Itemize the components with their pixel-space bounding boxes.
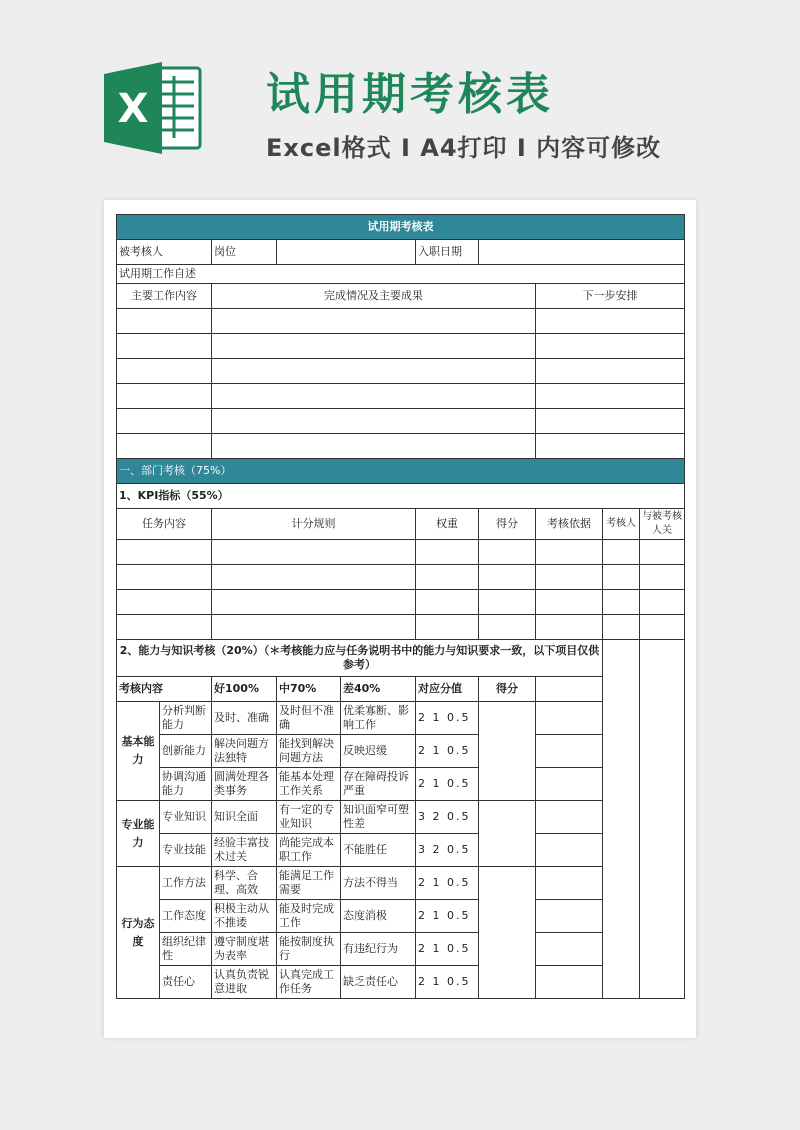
ability-blank-cell — [536, 801, 603, 834]
ability-blank-cell — [536, 966, 603, 999]
kpi-cell[interactable] — [640, 615, 685, 640]
ability-good: 遵守制度堪为表率 — [212, 933, 277, 966]
ability-blank-cell — [536, 933, 603, 966]
self-review-header-next: 下一步安排 — [536, 284, 685, 309]
group-behavior: 行为态度 — [117, 867, 160, 999]
kpi-title: 1、KPI指标（55%） — [117, 484, 685, 509]
kpi-cell[interactable] — [536, 590, 603, 615]
ability-blank-cell — [536, 834, 603, 867]
hire-date-label: 入职日期 — [416, 240, 479, 265]
page-subtitle: Excel格式 I A4打印 I 内容可修改 — [266, 134, 662, 162]
excel-logo-icon — [104, 62, 204, 154]
kpi-cell[interactable] — [416, 540, 479, 565]
ability-good: 积极主动从不推诿 — [212, 900, 277, 933]
ability-blank-cell — [536, 735, 603, 768]
kpi-cell[interactable] — [212, 540, 416, 565]
ability-relation-cell[interactable] — [640, 640, 685, 999]
ability-header-good: 好100% — [212, 677, 277, 702]
ability-mid: 能按制度执行 — [277, 933, 341, 966]
ability-value: 3 2 0.5 — [416, 801, 479, 834]
kpi-header-weight: 权重 — [416, 509, 479, 540]
self-review-cell[interactable] — [212, 334, 536, 359]
ability-value: 2 1 0.5 — [416, 867, 479, 900]
ability-header-value: 对应分值 — [416, 677, 479, 702]
kpi-header-assessor: 考核人 — [603, 509, 640, 540]
kpi-cell[interactable] — [479, 540, 536, 565]
kpi-cell[interactable] — [416, 565, 479, 590]
ability-mid: 能基本处理工作关系 — [277, 768, 341, 801]
self-review-cell[interactable] — [117, 309, 212, 334]
form-title: 试用期考核表 — [117, 215, 685, 240]
ability-bad: 存在障碍投诉严重 — [341, 768, 416, 801]
ability-bad: 反映迟缓 — [341, 735, 416, 768]
ability-header-mid: 中70% — [277, 677, 341, 702]
kpi-cell[interactable] — [117, 540, 212, 565]
ability-blank-cell — [536, 867, 603, 900]
kpi-header-task: 任务内容 — [117, 509, 212, 540]
ability-value: 2 1 0.5 — [416, 702, 479, 735]
ability-item: 责任心 — [160, 966, 212, 999]
ability-bad: 知识面窄可塑性差 — [341, 801, 416, 834]
kpi-cell[interactable] — [117, 565, 212, 590]
kpi-header-rule: 计分规则 — [212, 509, 416, 540]
self-review-cell[interactable] — [536, 359, 685, 384]
kpi-cell[interactable] — [212, 565, 416, 590]
kpi-cell[interactable] — [117, 615, 212, 640]
ability-mid: 能满足工作需要 — [277, 867, 341, 900]
self-review-cell[interactable] — [212, 384, 536, 409]
ability-score-cell[interactable] — [479, 702, 536, 801]
ability-item: 工作方法 — [160, 867, 212, 900]
hire-date-field[interactable] — [479, 240, 685, 265]
ability-good: 知识全面 — [212, 801, 277, 834]
self-review-cell[interactable] — [212, 309, 536, 334]
kpi-cell[interactable] — [603, 565, 640, 590]
ability-mid: 认真完成工作任务 — [277, 966, 341, 999]
ability-assessor-cell[interactable] — [603, 640, 640, 999]
self-review-header-work: 主要工作内容 — [117, 284, 212, 309]
ability-item: 分析判断能力 — [160, 702, 212, 735]
page-header — [0, 0, 800, 190]
ability-item: 专业技能 — [160, 834, 212, 867]
ability-value: 3 2 0.5 — [416, 834, 479, 867]
self-review-label: 试用期工作自述 — [117, 265, 685, 284]
self-review-cell[interactable] — [212, 434, 536, 459]
ability-good: 圆满处理各类事务 — [212, 768, 277, 801]
kpi-cell[interactable] — [536, 540, 603, 565]
ability-score-cell[interactable] — [479, 801, 536, 867]
position-label: 岗位 — [212, 240, 277, 265]
ability-value: 2 1 0.5 — [416, 735, 479, 768]
ability-header-blank — [536, 677, 603, 702]
ability-item: 创新能力 — [160, 735, 212, 768]
ability-good: 科学、合理、高效 — [212, 867, 277, 900]
self-review-header-result: 完成情况及主要成果 — [212, 284, 536, 309]
kpi-cell[interactable] — [416, 615, 479, 640]
ability-value: 2 1 0.5 — [416, 900, 479, 933]
kpi-cell[interactable] — [603, 615, 640, 640]
kpi-cell[interactable] — [212, 615, 416, 640]
ability-header-content: 考核内容 — [117, 677, 212, 702]
ability-mid: 有一定的专业知识 — [277, 801, 341, 834]
ability-item: 专业知识 — [160, 801, 212, 834]
ability-title: 2、能力与知识考核（20%）（＊考核能力应与任务说明书中的能力与知识要求一致，以下项目仅供参考） — [117, 640, 603, 677]
ability-header-bad: 差40% — [341, 677, 416, 702]
self-review-cell[interactable] — [536, 409, 685, 434]
self-review-cell[interactable] — [536, 334, 685, 359]
kpi-cell[interactable] — [416, 590, 479, 615]
ability-mid: 尚能完成本职工作 — [277, 834, 341, 867]
svg-text:X: X — [117, 86, 149, 132]
self-review-cell[interactable] — [536, 434, 685, 459]
ability-mid: 能及时完成工作 — [277, 900, 341, 933]
ability-value: 2 1 0.5 — [416, 933, 479, 966]
ability-bad: 缺乏责任心 — [341, 966, 416, 999]
kpi-header-basis: 考核依据 — [536, 509, 603, 540]
kpi-cell[interactable] — [603, 540, 640, 565]
ability-header-score: 得分 — [479, 677, 536, 702]
self-review-cell[interactable] — [212, 359, 536, 384]
ability-item: 组织纪律性 — [160, 933, 212, 966]
ability-bad: 有违纪行为 — [341, 933, 416, 966]
ability-item: 协调沟通能力 — [160, 768, 212, 801]
kpi-cell[interactable] — [603, 590, 640, 615]
ability-bad: 态度消极 — [341, 900, 416, 933]
ability-item: 工作态度 — [160, 900, 212, 933]
kpi-cell[interactable] — [479, 615, 536, 640]
ability-value: 2 1 0.5 — [416, 966, 479, 999]
kpi-cell[interactable] — [212, 590, 416, 615]
self-review-cell[interactable] — [536, 384, 685, 409]
kpi-cell[interactable] — [536, 615, 603, 640]
page-title: 试用期考核表 — [266, 69, 554, 120]
kpi-header-relation: 与被考核人关 — [640, 509, 685, 540]
ability-blank-cell — [536, 768, 603, 801]
kpi-cell[interactable] — [479, 565, 536, 590]
group-basic: 基本能力 — [117, 702, 160, 801]
position-field[interactable] — [277, 240, 416, 265]
ability-bad: 优柔寡断、影响工作 — [341, 702, 416, 735]
ability-good: 经验丰富技术过关 — [212, 834, 277, 867]
kpi-cell[interactable] — [536, 565, 603, 590]
ability-value: 2 1 0.5 — [416, 768, 479, 801]
self-review-cell[interactable] — [117, 359, 212, 384]
self-review-cell[interactable] — [212, 409, 536, 434]
ability-good: 及时、准确 — [212, 702, 277, 735]
ability-blank-cell — [536, 900, 603, 933]
kpi-cell[interactable] — [640, 590, 685, 615]
ability-good: 认真负责锐意进取 — [212, 966, 277, 999]
ability-blank-cell — [536, 702, 603, 735]
ability-good: 解决问题方法独特 — [212, 735, 277, 768]
self-review-cell[interactable] — [117, 334, 212, 359]
form-sheet — [104, 200, 696, 1038]
kpi-cell[interactable] — [117, 590, 212, 615]
self-review-cell[interactable] — [536, 309, 685, 334]
ability-bad: 方法不得当 — [341, 867, 416, 900]
ability-mid: 及时但不准确 — [277, 702, 341, 735]
ability-mid: 能找到解决问题方法 — [277, 735, 341, 768]
kpi-header-score: 得分 — [479, 509, 536, 540]
ability-bad: 不能胜任 — [341, 834, 416, 867]
group-professional: 专业能力 — [117, 801, 160, 867]
self-review-cell[interactable] — [117, 409, 212, 434]
kpi-cell[interactable] — [640, 565, 685, 590]
dept-section-header: 一、部门考核（75%） — [117, 459, 685, 484]
kpi-cell[interactable] — [640, 540, 685, 565]
ability-score-cell[interactable] — [479, 867, 536, 999]
assessment-table — [116, 214, 685, 999]
self-review-cell[interactable] — [117, 384, 212, 409]
examinee-label: 被考核人 — [117, 240, 212, 265]
self-review-cell[interactable] — [117, 434, 212, 459]
kpi-cell[interactable] — [479, 590, 536, 615]
